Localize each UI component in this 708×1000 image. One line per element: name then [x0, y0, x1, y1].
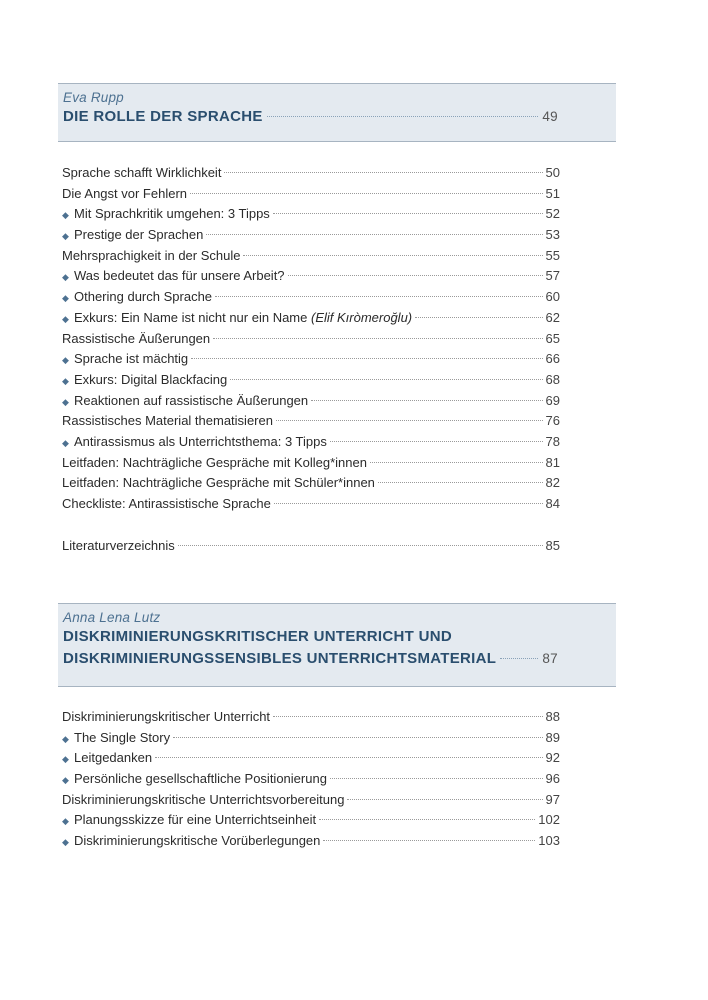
section-title: DIE ROLLE DER SPRACHE: [63, 108, 263, 125]
entry-title-text: Sprache schafft Wirklichkeit: [62, 165, 222, 180]
entry-title: [62, 246, 240, 267]
entry-title-text: Leitgedanken: [74, 750, 153, 766]
entry-title: [62, 329, 210, 350]
entry-title: [74, 810, 316, 831]
title-leader: [500, 658, 538, 659]
entry-title: [74, 266, 285, 287]
entry-page: 50: [545, 165, 560, 180]
toc-entry[interactable]: [62, 204, 560, 225]
entry-page: 65: [545, 330, 560, 346]
entry-title: [74, 748, 152, 769]
toc-entry[interactable]: [62, 769, 560, 790]
entry-title: [74, 432, 327, 453]
toc-entry[interactable]: [62, 225, 560, 246]
entry-page: 96: [545, 771, 560, 787]
dot-leader: [378, 482, 543, 483]
dot-leader: [230, 379, 542, 380]
toc-entry[interactable]: [62, 391, 560, 412]
toc-entry[interactable]: [62, 411, 560, 432]
entry-title-text: Sprache ist mächtig: [74, 351, 189, 367]
entry-title: [62, 163, 221, 184]
section-title-line-1: DISKRIMINIERUNGSKRITISCHER UNTERRICHT UND: [63, 628, 452, 645]
section-page: 87: [542, 651, 558, 666]
toc-entry[interactable]: [62, 432, 560, 453]
entry-page: 103: [538, 833, 560, 849]
toc-entry[interactable]: [62, 790, 560, 811]
entry-page: 89: [545, 729, 560, 745]
toc-entry[interactable]: [62, 184, 560, 205]
toc-entry[interactable]: [62, 728, 560, 749]
bullet-diamond-icon: ◆: [62, 210, 69, 221]
entry-page: 82: [545, 475, 560, 491]
bullet-diamond-icon: ◆: [62, 775, 69, 786]
entry-title-text: Checkliste: Antirassistische Sprache: [62, 496, 271, 511]
entry-title: [62, 473, 375, 494]
toc-entry[interactable]: [62, 453, 560, 474]
toc-entry[interactable]: [62, 329, 560, 350]
toc-entry[interactable]: [62, 246, 560, 267]
entry-page: 62: [545, 309, 560, 325]
dot-leader: [323, 840, 535, 841]
dot-leader: [319, 819, 535, 820]
entry-title: [74, 287, 212, 308]
dot-leader: [274, 503, 543, 504]
title-leader: [267, 116, 539, 117]
entry-page: 97: [545, 791, 560, 807]
entry-page: 102: [538, 812, 560, 828]
dot-leader: [173, 737, 542, 738]
toc-entry[interactable]: [62, 810, 560, 831]
entry-title-text: Rassistische Äußerungen: [62, 330, 211, 346]
toc-entry[interactable]: [62, 266, 560, 287]
dot-leader: [178, 545, 543, 546]
entry-title: [74, 391, 308, 412]
entry-title: [74, 831, 320, 852]
entry-page: 84: [545, 496, 560, 511]
bullet-diamond-icon: ◆: [62, 313, 69, 324]
toc-entry[interactable]: [62, 748, 560, 769]
bullet-diamond-icon: ◆: [62, 733, 69, 744]
entry-title: [62, 790, 344, 811]
entry-title: [62, 411, 273, 432]
bullet-diamond-icon: ◆: [62, 837, 69, 848]
entry-title-text: Leitfaden: Nachträgliche Gespräche mit Kolleg*innen: [62, 454, 367, 470]
entry-title: [62, 707, 270, 728]
section-eva-rupp: [58, 83, 616, 553]
toc-entry[interactable]: [62, 473, 560, 494]
bullet-diamond-icon: ◆: [62, 375, 69, 386]
bullet-diamond-icon: ◆: [62, 231, 69, 242]
dot-leader: [273, 716, 542, 717]
toc-entry[interactable]: [62, 707, 560, 728]
dot-leader: [206, 234, 542, 235]
entry-page: 53: [545, 227, 560, 243]
section-author: Eva Rupp: [63, 90, 124, 105]
entry-title: [74, 728, 170, 749]
entry-title-text: Leitfaden: Nachträgliche Gespräche mit Schüler*innen: [62, 475, 375, 491]
entry-page: 69: [545, 392, 560, 408]
entry-title-text: Diskriminierungskritische Vorüberlegungen: [74, 833, 321, 849]
entry-title-text: Persönliche gesellschaftliche Positionierung: [74, 771, 327, 787]
entry-title-text: Die Angst vor Fehlern: [62, 185, 188, 201]
entry-title: [62, 453, 367, 474]
dot-leader: [370, 462, 543, 463]
entry-page: 51: [545, 185, 560, 201]
entry-title-text: Literaturverzeichnis: [62, 537, 175, 553]
dot-leader: [276, 420, 543, 421]
dot-leader: [330, 778, 543, 779]
entry-title: [74, 769, 327, 790]
entry-title-text: Planungsskizze für eine Unterrichtseinheit: [74, 812, 317, 828]
section-page: 49: [542, 109, 558, 124]
entry-page: 60: [545, 289, 560, 305]
section-author: Anna Lena Lutz: [63, 610, 161, 625]
entry-title-text: Diskriminierungskritische Unterrichtsvorbereitung: [62, 791, 345, 807]
bullet-diamond-icon: ◆: [62, 272, 69, 283]
entry-title: [62, 494, 271, 515]
entry-title: [74, 308, 412, 329]
entry-title-text: Diskriminierungskritischer Unterricht: [62, 709, 271, 724]
entry-page: 55: [545, 247, 560, 263]
entry-page: 66: [545, 351, 560, 367]
entry-title-text: Exkurs: Digital Blackfacing: [74, 371, 228, 387]
toc-entry[interactable]: [62, 536, 560, 557]
toc-entries: [62, 163, 560, 556]
entry-title-text: Exkurs: Ein Name ist nicht nur ein Name: [74, 309, 311, 325]
entry-page: 81: [545, 454, 560, 470]
toc-entry[interactable]: [62, 370, 560, 391]
section-title-line-2: DISKRIMINIERUNGSSENSIBLES UNTERRICHTSMATERIAL: [63, 650, 497, 667]
toc-entry[interactable]: [62, 163, 560, 184]
bullet-diamond-icon: ◆: [62, 816, 69, 827]
dot-leader: [288, 275, 543, 276]
toc-entries: [62, 707, 560, 852]
toc-entry[interactable]: [62, 831, 560, 852]
spacer: [62, 515, 560, 536]
entry-title: [74, 225, 203, 246]
section-anna-lena-lutz: [58, 603, 616, 849]
entry-page: 68: [545, 371, 560, 387]
entry-page: 78: [545, 433, 560, 449]
entry-title-text: Mehrsprachigkeit in der Schule: [62, 247, 241, 263]
section-header: [58, 603, 616, 687]
toc-entry[interactable]: [62, 287, 560, 308]
dot-leader: [191, 358, 542, 359]
dot-leader: [415, 317, 542, 318]
dot-leader: [330, 441, 543, 442]
toc-entry[interactable]: [62, 494, 560, 515]
bullet-diamond-icon: ◆: [62, 293, 69, 304]
dot-leader: [224, 172, 542, 173]
dot-leader: [243, 255, 542, 256]
entry-title: [74, 370, 227, 391]
entry-author: (Elif Kıròmeroğlu): [310, 309, 413, 325]
dot-leader: [190, 193, 543, 194]
entry-page: 85: [545, 537, 560, 553]
entry-title-text: Prestige der Sprachen: [74, 227, 204, 243]
toc-entry[interactable]: [62, 349, 560, 370]
entry-title: [62, 536, 175, 557]
entry-title-text: Reaktionen auf rassistische Äußerungen: [74, 392, 309, 408]
entry-title: [74, 349, 188, 370]
entry-page: 88: [545, 709, 560, 724]
entry-title-text: Mit Sprachkritik umgehen: 3 Tipps: [74, 206, 270, 222]
dot-leader: [273, 213, 543, 214]
entry-title-text: Othering durch Sprache: [74, 289, 213, 305]
dot-leader: [347, 799, 542, 800]
entry-title: [62, 184, 187, 205]
entry-title-text: Rassistisches Material thematisieren: [62, 413, 273, 429]
entry-page: 76: [545, 413, 560, 429]
bullet-diamond-icon: ◆: [62, 355, 69, 366]
dot-leader: [155, 757, 542, 758]
entry-title: [74, 204, 270, 225]
bullet-diamond-icon: ◆: [62, 754, 69, 765]
dot-leader: [213, 338, 542, 339]
toc-entry[interactable]: [62, 308, 560, 329]
entry-page: 57: [545, 268, 560, 284]
section-header: [58, 83, 616, 142]
bullet-diamond-icon: ◆: [62, 396, 69, 407]
dot-leader: [311, 400, 542, 401]
dot-leader: [215, 296, 543, 297]
entry-page: 92: [545, 750, 560, 766]
entry-title-text: Antirassismus als Unterrichtsthema: 3 Tipps: [74, 433, 327, 449]
entry-page: 52: [545, 206, 560, 222]
entry-title-text: Was bedeutet das für unsere Arbeit?: [74, 268, 285, 284]
entry-title-text: The Single Story: [74, 729, 171, 745]
bullet-diamond-icon: ◆: [62, 437, 69, 448]
